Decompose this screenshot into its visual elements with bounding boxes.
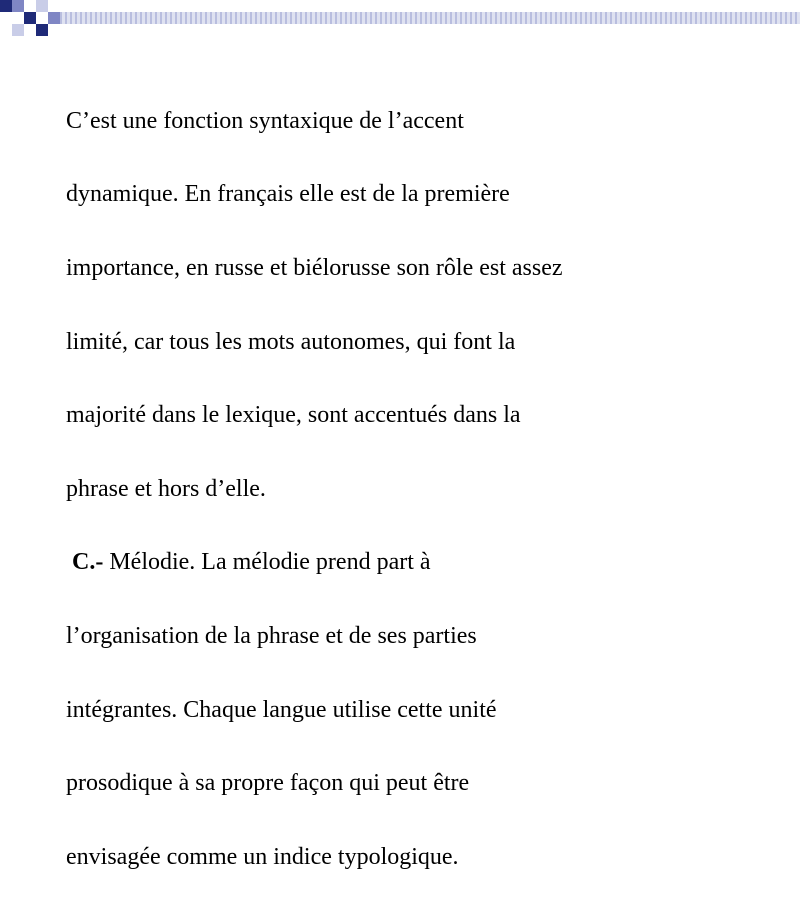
section-text: Mélodie. La mélodie prend part à (103, 549, 431, 576)
text-line: phrase et hors d’elle. (66, 475, 266, 502)
decor-square (48, 12, 60, 24)
decor-square (36, 0, 48, 12)
decor-square (12, 0, 24, 12)
text-line: prosodique à sa propre façon qui peut être (66, 770, 470, 797)
text-line: C’est une fonction syntaxique de l’accent (66, 107, 464, 134)
text-line (66, 544, 726, 581)
header-band (60, 12, 800, 24)
slide-body-text (66, 66, 726, 912)
text-line: dynamique. En français elle est de la première (66, 181, 510, 208)
text-line: envisagée comme un indice typologique. (66, 843, 459, 870)
decor-square (36, 24, 48, 36)
section-label: C.- (72, 549, 104, 576)
text-line: l’organisation de la phrase et de ses parties (66, 622, 477, 649)
decor-square (24, 12, 36, 24)
text-line: importance, en russe et biélorusse son rôle est assez (66, 254, 563, 281)
text-line: majorité dans le lexique, sont accentués dans la (66, 402, 521, 429)
text-line: intégrantes. Chaque langue utilise cette unité (66, 696, 497, 723)
text-line: limité, car tous les mots autonomes, qui font la (66, 328, 516, 355)
decor-square (12, 24, 24, 36)
decor-square (0, 0, 12, 12)
